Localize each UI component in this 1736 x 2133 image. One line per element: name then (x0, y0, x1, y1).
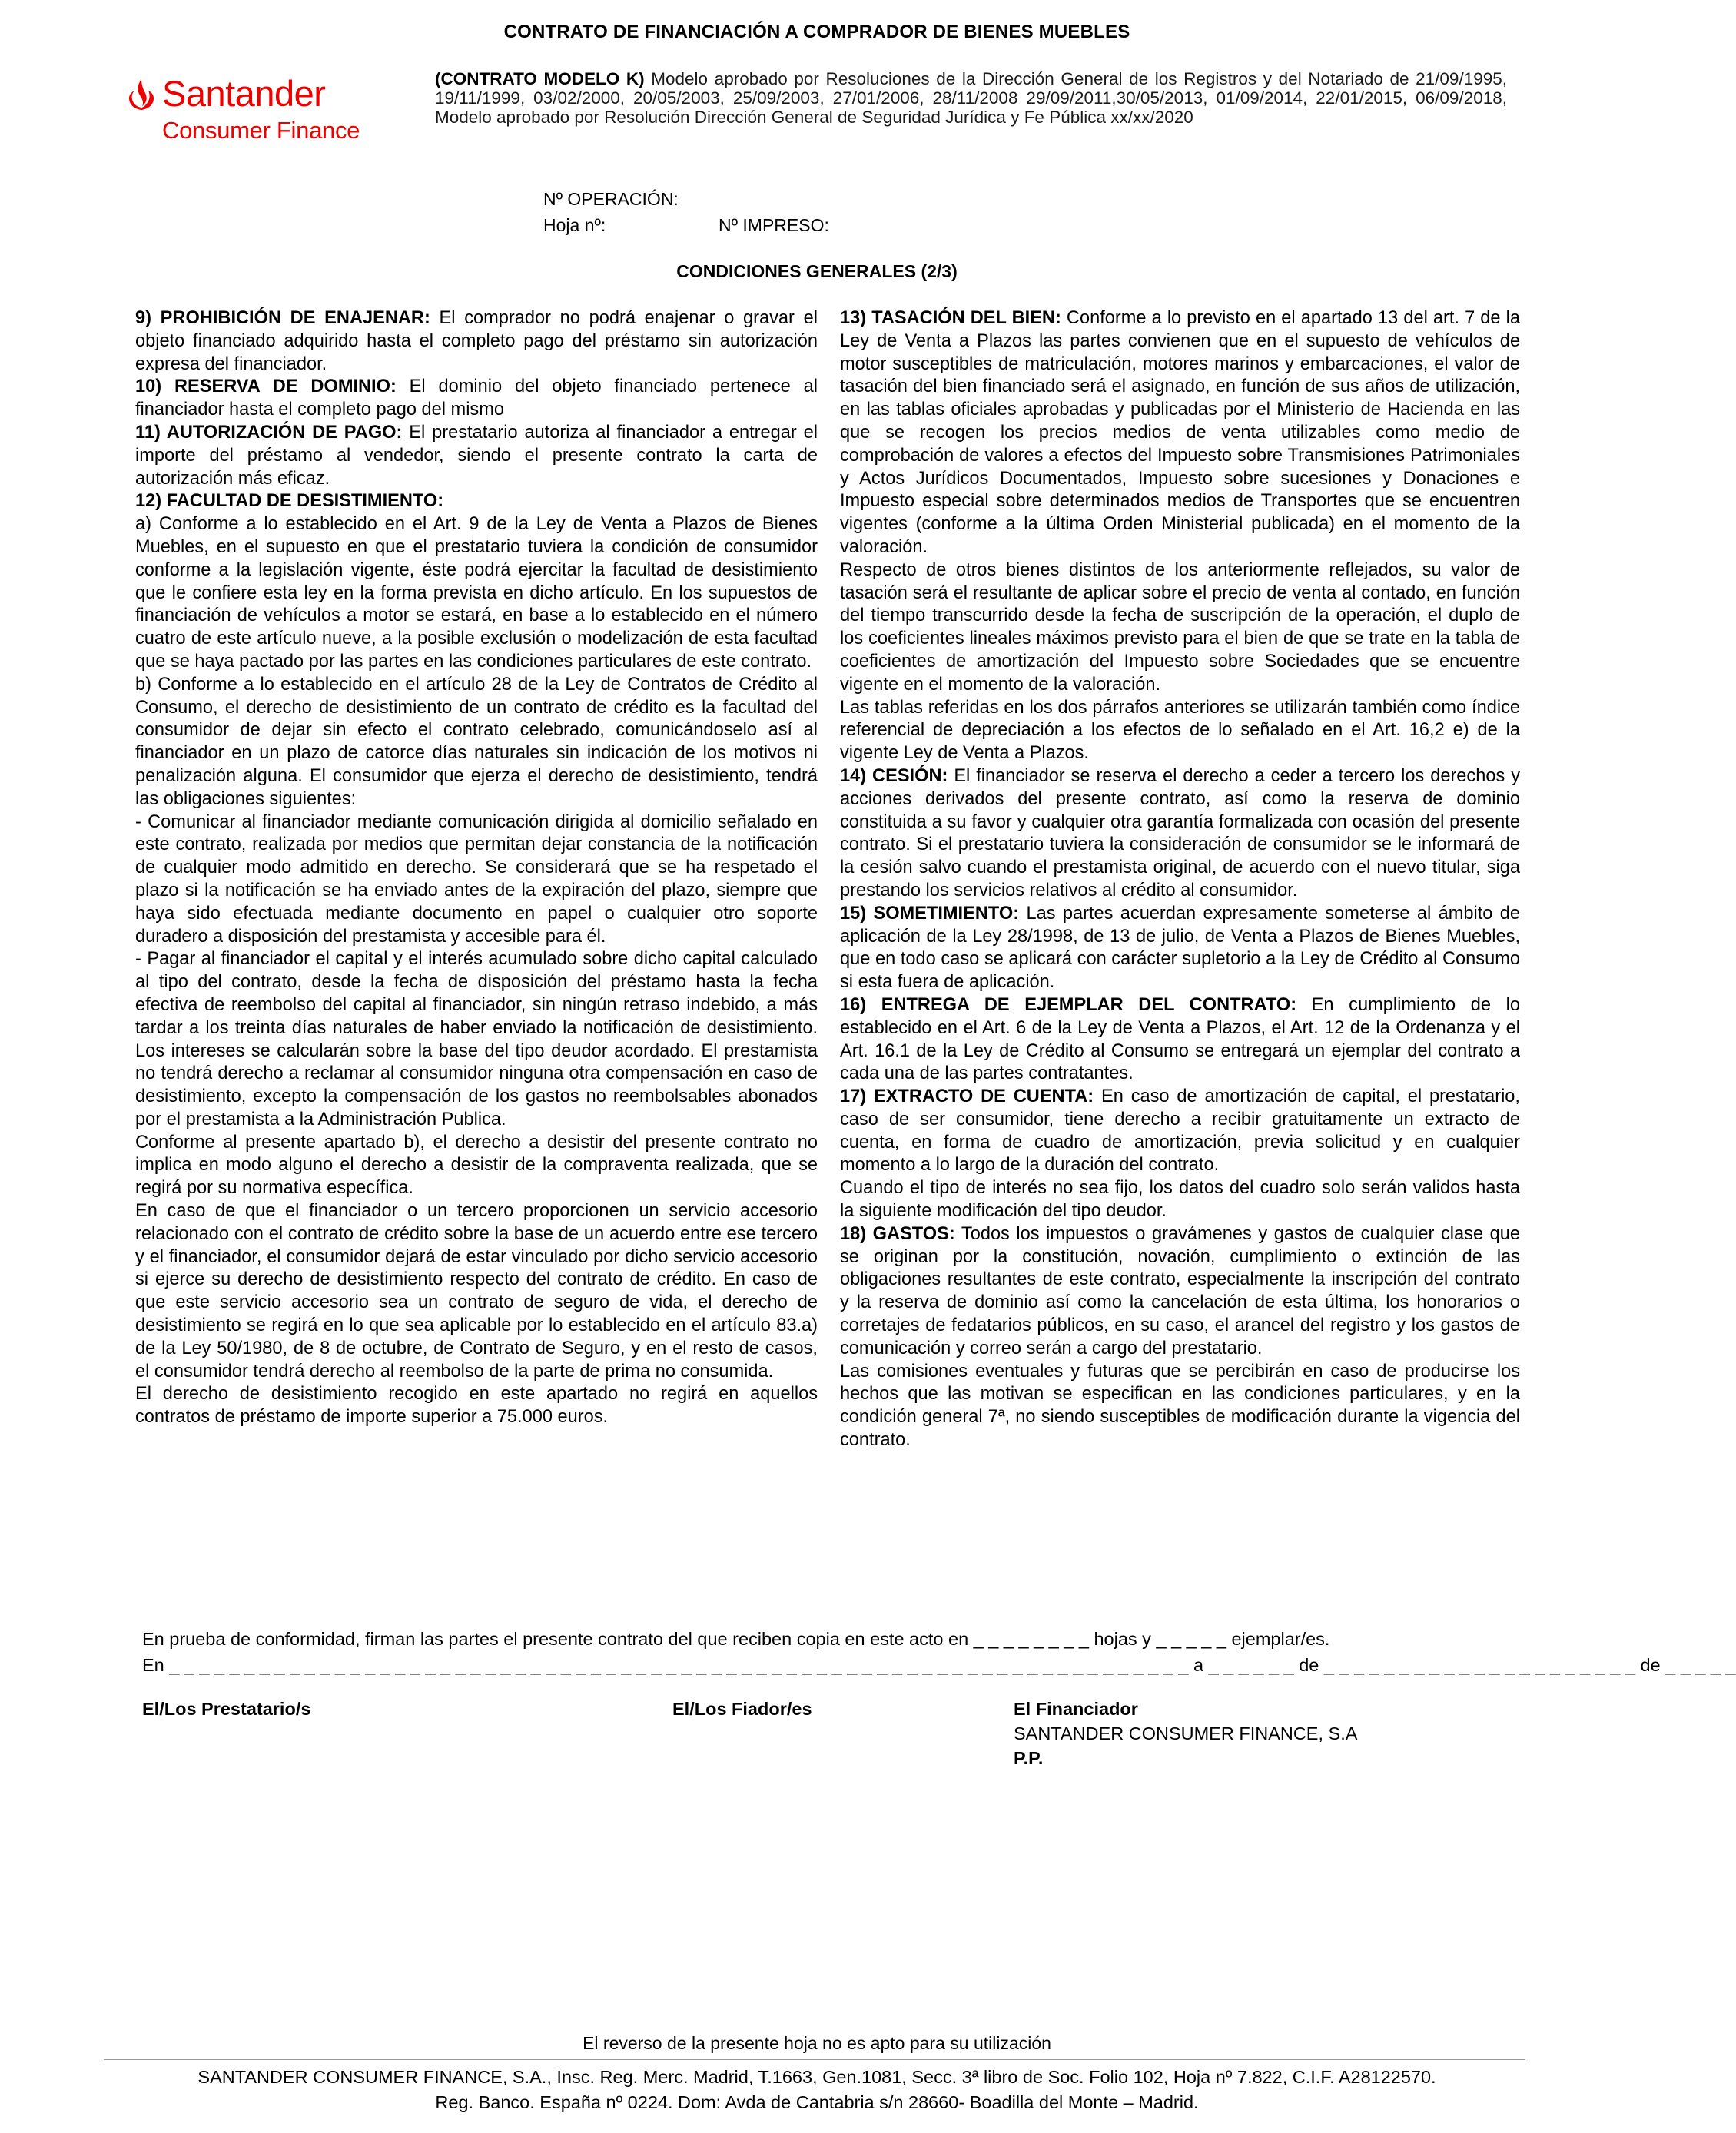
logo-subtitle: Consumer Finance (162, 117, 360, 144)
santander-flame-icon (125, 78, 158, 115)
statement-text: En prueba de conformidad, firman las partes el presente contrato del que reciben copia en este acto en (142, 1629, 974, 1649)
clause-18 (840, 1223, 1520, 1361)
footer-divider (104, 2059, 1525, 2060)
month-blank[interactable]: _ _ _ _ _ _ _ _ _ _ _ _ _ _ _ _ _ _ _ _ _ (1323, 1655, 1635, 1675)
statement-text: hojas y (1088, 1629, 1157, 1649)
signature-line-place-date (142, 1655, 1736, 1681)
legal-line: Reg. Banco. España nº 0224. Dom: Avda de Cantabria s/n 28660- Boadilla del Monte – Madrid. (435, 2092, 1199, 2112)
clause-13-paragraph: Respecto de otros bienes distintos de los anteriormente reflejados, su valor de tasación será el resultante de aplicar sobre el precio de venta al contado, en función del tiempo transcurrido desde la fecha de suscripción de la operación, el duplo de los coeficientes lineales máximos previsto para el bien de que se trate en la tabla de coeficientes de amortización del Impuesto sobre Sociedades que se encuentre vigente en el momento de la valoración. (840, 559, 1520, 695)
clause-text: Conforme a lo previsto en el apartado 13 del art. 7 de la Ley de Venta a Plazos las partes convienen que en el supuesto de vehículos de motor susceptibles de matriculación, motores marinos y embarcaciones, el valor de tasación del bien financiado será el asignado, en función de sus años de utilización, en las tablas oficiales aprobadas y publicadas por el Ministerio de Hacienda en las que se recogen los precios medios de venta utilizables como medio de comprobación de valores a efectos del Impuesto sobre Transmisiones Patrimoniales y Actos Jurídicos Documentados, Impuesto sobre sucesiones y Donaciones e Impuesto especial sobre determinados medios de Transportes que se encuentren vigentes (conforme a la última Orden Ministerial publicada) en el momento de la valoración. (840, 308, 1520, 557)
guarantor-signature (672, 1697, 812, 1721)
lender-name: SANTANDER CONSUMER FINANCE, S.A (1014, 1723, 1358, 1743)
clause-10 (135, 376, 818, 422)
clause-12-paragraph: El derecho de desistimiento recogido en este apartado no regirá en aquellos contratos de préstamo de importe superior a 75.000 euros. (135, 1384, 818, 1428)
clause-text: En caso de amortización de capital, el prestatario, caso de ser consumidor, tiene derecho a recibir gratuitamente un extracto de cuenta, en forma de cuadro de amortización, previa solicitud y en cualquier momento a lo largo de la duración del contrato. (840, 1086, 1520, 1176)
lender-label: El Financiador (1014, 1699, 1138, 1719)
clause-title: 16) ENTREGA DE EJEMPLAR DEL CONTRATO: (840, 994, 1297, 1015)
section-title: CONDICIONES GENERALES (2/3) (676, 261, 958, 281)
year-blank[interactable]: _ _ _ _ _ (1665, 1655, 1736, 1675)
clause-text: El comprador no podrá enajenar o gravar el objeto financiado adquirido hasta el completo pago del préstamo sin autorización expresa del financiador. (135, 308, 818, 374)
clause-title: 13) TASACIÓN DEL BIEN: (840, 308, 1061, 328)
model-note (435, 69, 1507, 127)
clause-text: En cumplimiento de lo establecido en el Art. 6 de la Ley de Venta a Plazos, el Art. 12 de la Ordenanza y el Art. 16.1 de la Ley de Crédito al Consumo se entregará un ejemplar del contrato a cada una de las partes contratantes. (840, 994, 1520, 1084)
signature-statement (142, 1629, 1736, 1681)
clause-12-paragraph: En caso de que el financiador o un tercero proporcionen un servicio accesorio relacionado con el contrato de crédito sobre la base de un acuerdo entre ese tercero y el financiador, el consumidor dejará de estar vinculado por dicho servicio accesorio si ejerce su derecho de desistimiento respecto del contrato de crédito. En caso de que este servicio accesorio sea un contrato de seguro de vida, el derecho de desistimiento se regirá en lo que sea aplicable por lo establecido en el artículo 83.a) de la Ley 50/1980, de 8 de octubre, de Contrato de Seguro, y en el resto de casos, el consumidor tendrá derecho al reembolso de la parte de prima no consumida. (135, 1201, 818, 1382)
clause-18-paragraph: Las comisiones eventuales y futuras que se percibirán en caso de producirse los hechos que las motivan se especifican en las condiciones particulares, y en la condición general 7ª, no siendo susceptibles de modificación durante la vigencia del contrato. (840, 1361, 1520, 1451)
left-column (135, 307, 818, 1429)
clause-text: El prestatario autoriza al financiador a entregar el importe del préstamo al vendedor, siendo el presente contrato la carta de autorización más eficaz. (135, 422, 818, 489)
clause-13-paragraph: Las tablas referidas en los dos párrafos anteriores se utilizarán también como índice referencial de depreciación a los efectos de lo señalado en el Art. 16,2 e) de la vigente Ley de Venta a Plazos. (840, 697, 1520, 764)
logo-name: Santander (162, 73, 326, 114)
clause-text: El financiador se reserva el derecho a ceder a tercero los derechos y acciones derivados del presente contrato, así como la reserva de dominio constituida a su favor y cualquier otra garantía formalizada con ocasión del presente contrato. Si el prestatario tuviera la consideración de consumidor se le informará de la cesión salvo cuando el prestamista original, de acuerdo con el nuevo titular, siga prestando los servicios relativos al crédito al consumidor. (840, 765, 1520, 901)
clause-14 (840, 765, 1520, 903)
sheets-blank[interactable]: _ _ _ _ _ _ _ _ (973, 1629, 1089, 1649)
borrower-signature (142, 1697, 310, 1721)
clause-title: 11) AUTORIZACIÓN DE PAGO: (135, 422, 403, 443)
clause-text: El dominio del objeto financiado pertenece al financiador hasta el completo pago del mismo (135, 377, 818, 420)
clause-title: 12) FACULTAD DE DESISTIMIENTO: (135, 491, 444, 512)
clause-text: Las partes acuerdan expresamente someterse al ámbito de aplicación de la Ley 28/1998, de 13 de julio, de Venta a Plazos de Bienes Muebles, que en todo caso se aplicará con carácter supletorio a la Ley de Crédito al Consumo si esta fuera de aplicación. (840, 903, 1521, 993)
clause-text: Todos los impuestos o gravámenes y gastos de cualquier clase que se originan por la constitución, novación, cumplimiento o extinción de las obligaciones resultantes de este contrato, especialmente la inscripción del contrato y la reserva de dominio así como la cancelación de esta última, los honorarios o corretajes de fedatarios públicos, en su caso, el arancel del registro y los gastos de comunicación y correo serán a cargo del prestatario. (840, 1223, 1521, 1358)
clause-9 (135, 307, 818, 376)
signature-line-copies (142, 1629, 1514, 1655)
statement-text: a (1188, 1655, 1209, 1675)
copies-blank[interactable]: _ _ _ _ _ (1156, 1629, 1226, 1649)
clause-title: 9) PROHIBICIÓN DE ENAJENAR: (135, 308, 430, 328)
santander-logo (125, 73, 402, 154)
clause-12-paragraph: b) Conforme a lo establecido en el artículo 28 de la Ley de Contratos de Crédito al Consumo, el derecho de desistimiento de un contrato de crédito es la facultad del consumidor de dejar sin efecto el contrato celebrado, comunicándoselo así al financiador en un plazo de catorce días naturales sin indicación de los motivos ni penalización alguna. El consumidor que ejerza el derecho de desistimiento, tendrá las obligaciones siguientes: (135, 674, 818, 809)
statement-text: En (142, 1655, 170, 1675)
document-title: CONTRATO DE FINANCIACIÓN A COMPRADOR DE BIENES MUEBLES (503, 22, 1130, 42)
clause-title: 15) SOMETIMIENTO: (840, 903, 1020, 924)
lender-pp: P.P. (1014, 1748, 1044, 1768)
legal-line: SANTANDER CONSUMER FINANCE, S.A., Insc. Reg. Merc. Madrid, T.1663, Gen.1081, Secc. 3ª libro de Soc. Folio 102, Hoja nº 7.822, C.I.F. A28122570. (197, 2067, 1436, 2087)
model-label: (CONTRATO MODELO K) (435, 69, 645, 88)
borrower-label: El/Los Prestatario/s (142, 1699, 311, 1719)
clause-title: 10) RESERVA DE DOMINIO: (135, 377, 397, 397)
guarantor-label: El/Los Fiador/es (672, 1699, 812, 1719)
day-blank[interactable]: _ _ _ _ _ _ (1208, 1655, 1294, 1675)
place-blank[interactable]: _ _ _ _ _ _ _ _ _ _ _ _ _ _ _ _ _ _ _ _ _ _ _ _ _ _ _ _ _ _ _ _ _ _ _ _ _ _ _ _ _ _ _ _ _ _ _ _ _ _ _ _ _ _ _ _ _ _ _ _ _ _ _ _ _ _ _ _ (169, 1655, 1189, 1675)
clause-11 (135, 422, 818, 490)
clause-12-paragraph: Conforme al presente apartado b), el derecho a desistir del presente contrato no implica en modo alguno el derecho a desistir de la compraventa realizada, que se regirá por su normativa específica. (135, 1132, 818, 1199)
print-number-label: Nº IMPRESO: (719, 215, 829, 235)
clause-17-paragraph: Cuando el tipo de interés no sea fijo, los datos del cuadro solo serán validos hasta la siguiente modificación del tipo deudor. (840, 1178, 1520, 1222)
clause-13 (840, 307, 1520, 559)
model-text: Modelo aprobado por Resoluciones de la Dirección General de los Registros y del Notariado de 21/09/1995, 19/11/1999, 03/02/2000, 20/05/2003, 25/09/2003, 27/01/2006, 28/11/2008 29/09/2011,30/05/2013, 01/09/2014, 22/01/2015, 06/09/2018, Modelo aprobado por Resolución Dirección General de Seguridad Jurídica y Fe Pública xx/xx/2020 (435, 69, 1508, 127)
clause-12-paragraph: a) Conforme a lo establecido en el Art. 9 de la Ley de Venta a Plazos de Bienes Muebles, en el supuesto en que el prestatario tuviera la condición de consumidor conforme a la legislación vigente, éste podrá ejercitar la facultad de desistimiento que le confiere esta ley en la forma prevista en dicho artículo. En los supuestos de financiación de vehículos a motor se estará, en base a lo establecido en el número cuatro de este artículo nueve, a la posible exclusión o modelización de esta facultad que se haya pactado por las partes en las condiciones particulares de este contrato. (135, 514, 818, 672)
sheet-label: Hoja nº: (543, 215, 606, 235)
lender-signature (1014, 1697, 1357, 1770)
statement-text: ejemplar/es. (1226, 1629, 1330, 1649)
clause-16 (840, 994, 1520, 1086)
clause-title: 17) EXTRACTO DE CUENTA: (840, 1086, 1094, 1107)
clause-17 (840, 1086, 1520, 1177)
right-column (840, 307, 1520, 1452)
clause-12-paragraph: - Comunicar al financiador mediante comunicación dirigida al domicilio señalado en este contrato, realizada por medios que permitan dejar constancia de la notificación de cualquier modo admitido en derecho. Se considerará que se ha respetado el plazo si la notificación se ha enviado antes de la expiración del plazo, siempre que haya sido efectuada mediante documento en papel o cualquier otro soporte duradero a disposición del prestamista y accesible para él. (135, 811, 818, 947)
clause-title: 18) GASTOS: (840, 1223, 955, 1244)
statement-text: de (1635, 1655, 1666, 1675)
clause-12-paragraph: - Pagar al financiador el capital y el interés acumulado sobre dicho capital calculado al tipo del contrato, desde la fecha de disposición del préstamo hasta la fecha efectiva de reembolso del capital al financiador, sin ningún retraso indebido, a más tardar a los treinta días naturales de haber enviado la notificación de desistimiento. Los intereses se calcularán sobre la base del tipo deudor acordado. El prestamista no tendrá derecho a reclamar al consumidor ninguna otra compensación en caso de desistimiento, excepto la compensación de los gastos no reembolsables abonados por el prestamista a la Administración Publica. (135, 949, 818, 1130)
clause-title: 14) CESIÓN: (840, 765, 948, 786)
clause-12-title (135, 490, 818, 513)
statement-text: de (1293, 1655, 1324, 1675)
footer-legal (0, 2065, 1634, 2115)
clause-15 (840, 903, 1520, 994)
operation-label: Nº OPERACIÓN: (543, 189, 679, 209)
reverse-note: El reverso de la presente hoja no es apto para su utilización (583, 2033, 1051, 2053)
signers-row (142, 1697, 1525, 1766)
